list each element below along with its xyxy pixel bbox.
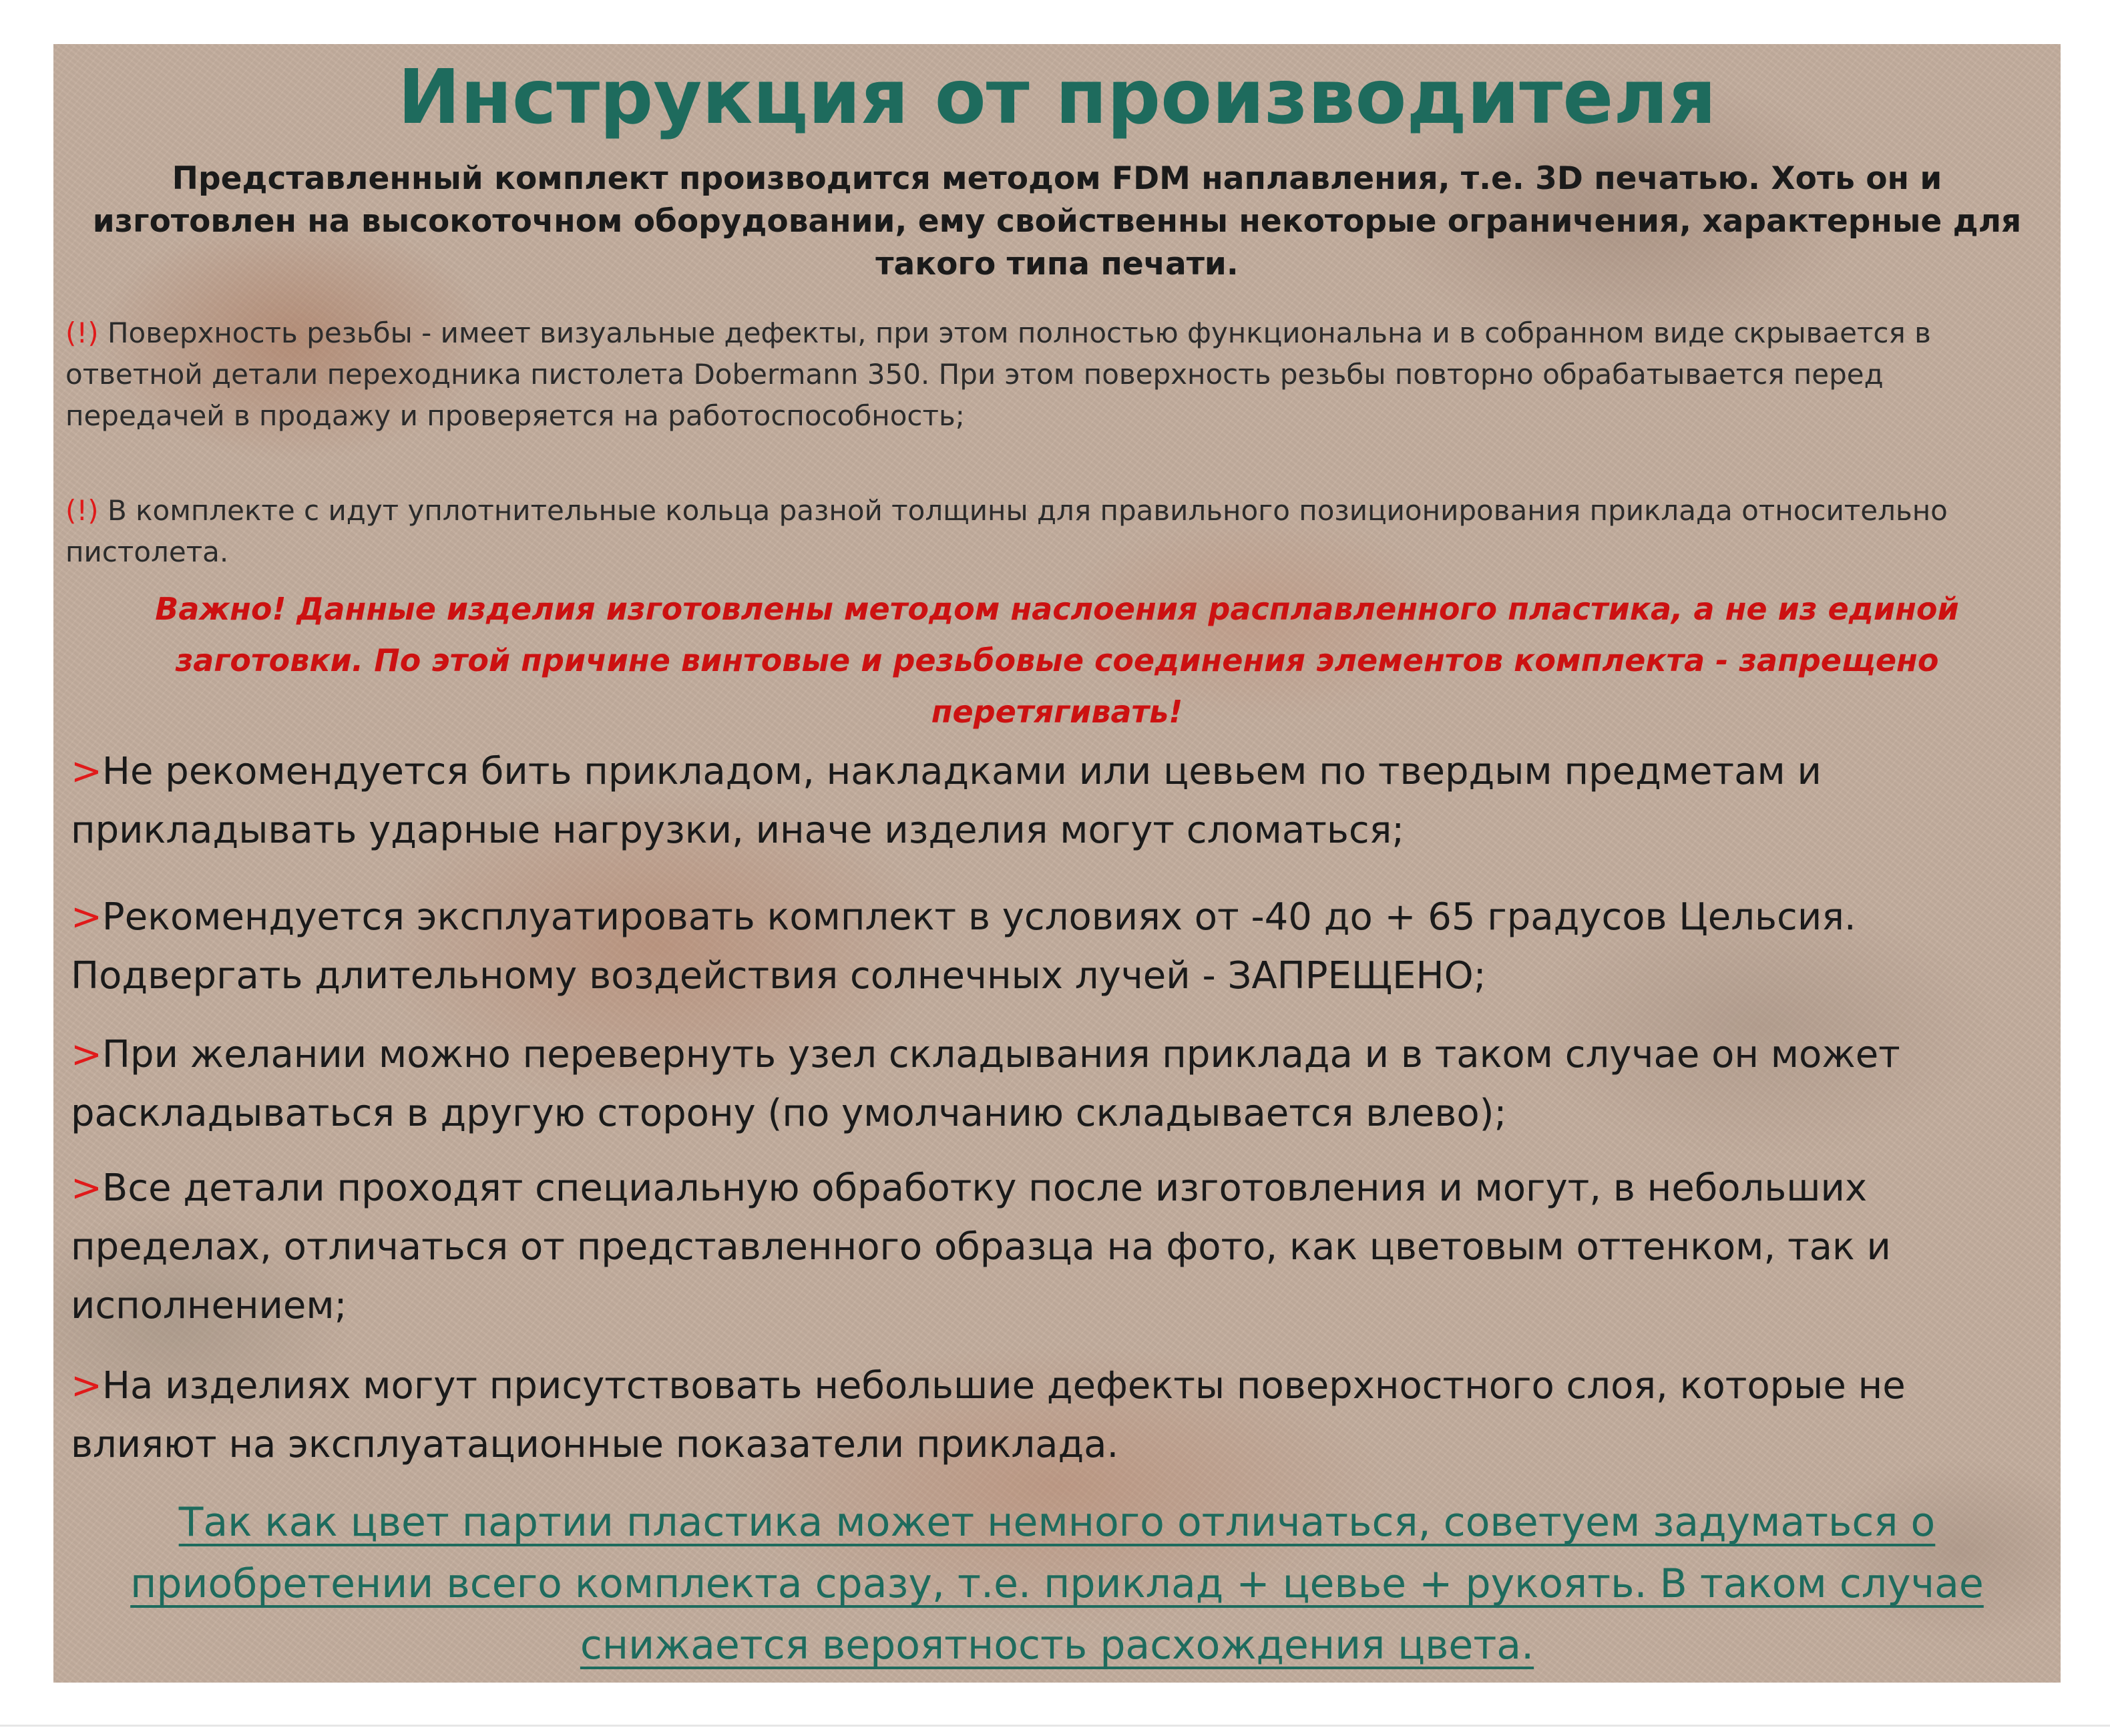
page-title: Инструкция от производителя [397, 54, 1717, 141]
rule-item-folding [71, 1026, 2047, 1143]
note-sealing-rings [65, 490, 2042, 573]
rule-item-impact [71, 742, 2047, 860]
note-text: Поверхность резьбы - имеет визуальные дефекты, при этом полностью функциональна и в собранном виде скрывается в ответной детали переходника пистолета Dobermann 350. При этом поверхность резьбы повторно обрабатывается перед передачей в продажу и проверяется на работоспособность; [65, 316, 1931, 432]
bullet-marker: > [71, 895, 102, 939]
rule-text: При желании можно перевернуть узел складывания приклада и в таком случае он может раскладываться в другую сторону (по умолчанию складывается влево); [71, 1033, 1900, 1135]
note-thread-surface [65, 312, 2042, 437]
bullet-marker: > [71, 750, 102, 793]
instruction-panel [53, 44, 2061, 1683]
rule-text: Все детали проходят специальную обработку после изготовления и могут, в небольших пределах, отличаться от представленного образца на фото, как цветовым оттенком, так и исполнением; [71, 1166, 1891, 1327]
rule-text: На изделиях могут присутствовать небольшие дефекты поверхностного слоя, которые не влияют на эксплуатационные показатели приклада. [71, 1364, 1906, 1466]
rule-text: Не рекомендуется бить прикладом, накладками или цевьем по твердым предметам и прикладывать ударные нагрузки, иначе изделия могут сломаться; [71, 750, 1822, 852]
bullet-marker: > [71, 1033, 102, 1076]
bottom-divider [0, 1725, 2110, 1727]
exclamation-marker: (!) [65, 316, 99, 349]
rule-item-temperature [71, 888, 2047, 1006]
note-text: В комплекте с идут уплотнительные кольца разной толщины для правильного позиционирования приклада относительно пистолета. [65, 494, 1948, 568]
rule-item-processing [71, 1159, 2047, 1335]
color-advice: Так как цвет партии пластика может немного отличаться, советуем задуматься о приобретении всего комплекта сразу, т.е. приклад + цевье + рукоять. В таком случае снижается вероятность расхождения цвета. [130, 1499, 1984, 1669]
rule-item-defects [71, 1357, 2047, 1474]
bullet-marker: > [71, 1364, 102, 1407]
intro-paragraph: Представленный комплект производится методом FDM наплавления, т.е. 3D печатью. Хоть он и изготовлен на высокоточном оборудовании, ему свойственны некоторые ограничения, характерные для такого типа печати. [92, 160, 2022, 282]
important-warning: Важно! Данные изделия изготовлены методом наслоения расплавленного пластика, а не из единой заготовки. По этой причине винтовые и резьбовые соединения элементов комплекта - запрещено перетягивать! [155, 591, 1959, 730]
exclamation-marker: (!) [65, 494, 99, 527]
rule-text: Рекомендуется эксплуатировать комплект в условиях от -40 до + 65 градусов Цельсия. Подвергать длительному воздействия солнечных лучей - ЗАПРЕЩЕНО; [71, 895, 1856, 998]
bullet-marker: > [71, 1166, 102, 1210]
